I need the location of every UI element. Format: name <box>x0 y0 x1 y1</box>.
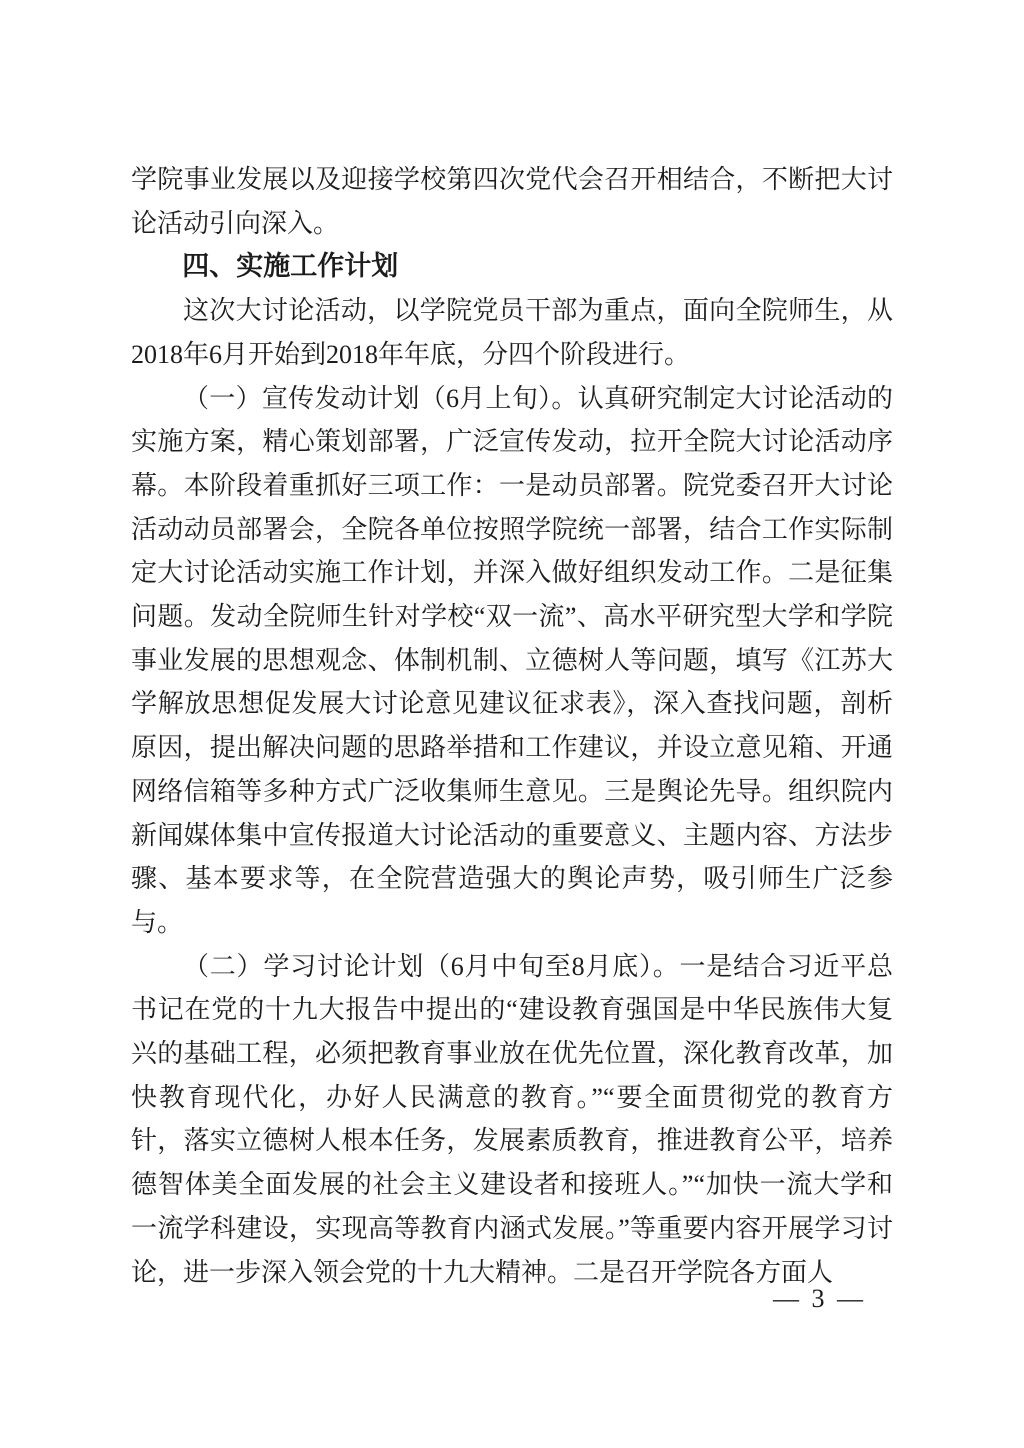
paragraph-overview: 这次大讨论活动，以学院党员干部为重点，面向全院师生，从2018年6月开始到2018年年底，分四个阶段进行。 <box>131 296 893 369</box>
page-number: — 3 — <box>773 1284 866 1313</box>
paragraph-stage-1: （一）宣传发动计划（6月上旬）。认真研究制定大讨论活动的实施方案，精心策划部署，广泛宣传发动，拉开全院大讨论活动序幕。本阶段着重抓好三项工作：一是动员部署。院党委召开大讨论活动动员部署会，全院各单位按照学院统一部署，结合工作实际制定大讨论活动实施工作计划，并深入做好组织发动工作。二是征集问题。发动全院师生针对学校“双一流”、高水平研究型大学和学院事业发展的思想观念、体制机制、立德树人等问题，填写《江苏大学解放思想促发展大讨论意见建议征求表》，深入查找问题，剖析原因，提出解决问题的思路举措和工作建议，并设立意见箱、开通网络信箱等多种方式广泛收集师生意见。三是舆论先导。组织院内新闻媒体集中宣传报道大讨论活动的重要意义、主题内容、方法步骤、基本要求等，在全院营造强大的舆论声势，吸引师生广泛参与。 <box>131 383 893 937</box>
section-heading: 四、实施工作计划 <box>182 251 399 282</box>
paragraph-stage-2: （二）学习讨论计划（6月中旬至8月底）。一是结合习近平总书记在党的十九大报告中提出的“建设教育强国是中华民族伟大复兴的基础工程，必须把教育事业放在优先位置，深化教育改革，加快教育现代化，办好人民满意的教育。”“要全面贯彻党的教育方针，落实立德树人根本任务，发展素质教育，推进教育公平，培养德智体美全面发展的社会主义建设者和接班人。”“加快一流大学和一流学科建设，实现高等教育内涵式发展。”等重要内容开展学习讨论，进一步深入领会党的十九大精神。二是召开学院各方面人 <box>131 951 893 1287</box>
document-body <box>131 158 893 1294</box>
paragraph-continuation: 学院事业发展以及迎接学校第四次党代会召开相结合，不断把大讨论活动引向深入。 <box>131 165 893 238</box>
